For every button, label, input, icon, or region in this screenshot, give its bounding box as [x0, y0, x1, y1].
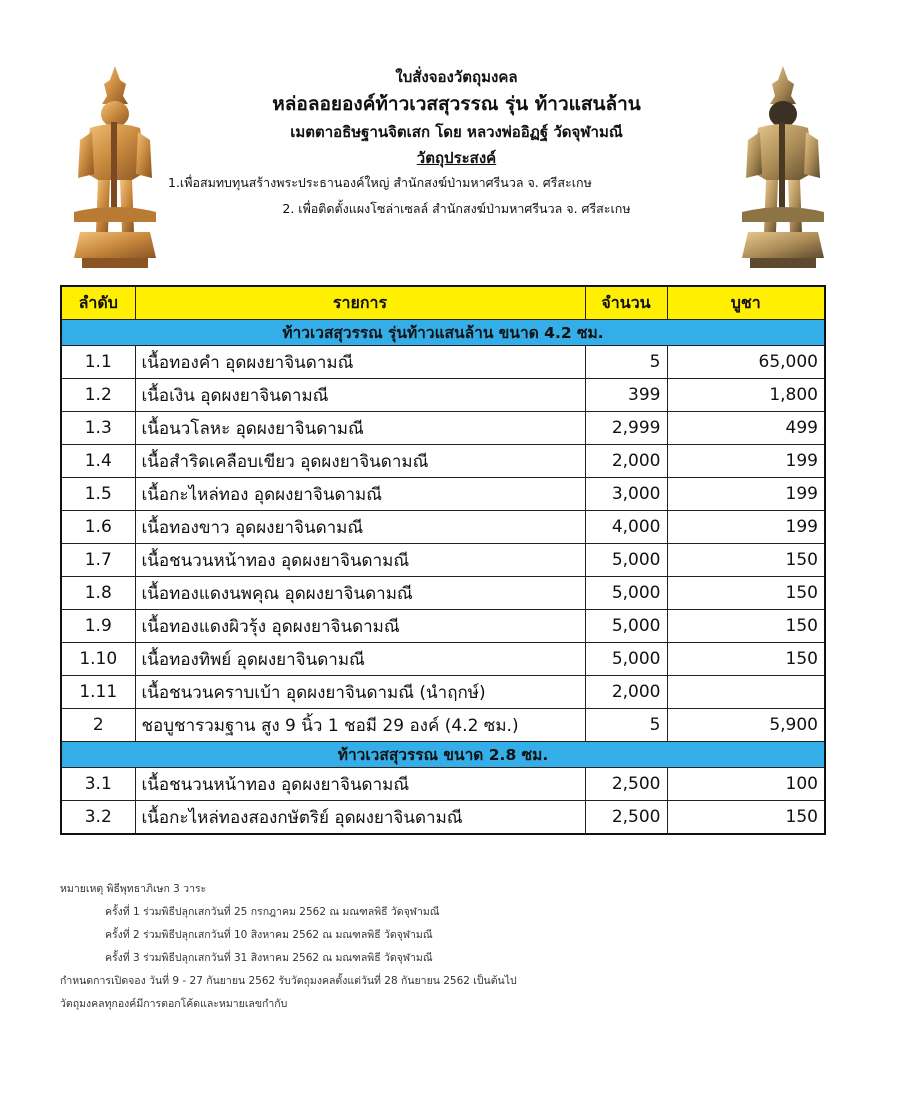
row-name: เนื้อนวโลหะ อุดผงยาจินดามณี — [135, 412, 585, 445]
table-row — [61, 643, 825, 676]
row-price: 150 — [667, 577, 825, 610]
form-title: ใบสั่งจองวัตถุมงคล — [395, 68, 518, 86]
notes-section — [60, 878, 860, 1016]
row-price: 499 — [667, 412, 825, 445]
row-qty: 2,500 — [585, 768, 667, 801]
row-no: 1.3 — [61, 412, 135, 445]
row-price: 150 — [667, 610, 825, 643]
row-no: 1.5 — [61, 478, 135, 511]
row-no: 3.1 — [61, 768, 135, 801]
row-price: 199 — [667, 445, 825, 478]
row-name: เนื้อทองขาว อุดผงยาจินดามณี — [135, 511, 585, 544]
row-no: 1.6 — [61, 511, 135, 544]
group-row — [61, 742, 825, 768]
row-qty: 2,500 — [585, 801, 667, 835]
note-code: วัตถุมงคลทุกองค์มีการตอกโค้ดและหมายเลขกำกับ — [60, 998, 288, 1010]
note-schedule: กำหนดการเปิดจอง วันที่ 9 - 27 กันยายน 2562 รับวัตถุมงคลตั้งแต่วันที่ 28 กันยายน 2562 เป็นต้นไป — [60, 975, 517, 987]
header-no: ลำดับ — [61, 286, 135, 320]
row-qty: 5,000 — [585, 544, 667, 577]
group-title: ท้าวเวสสุวรรณ ขนาด 2.8 ซม. — [61, 742, 825, 768]
row-no: 1.1 — [61, 346, 135, 379]
product-title: หล่อลอยองค์ท้าวเวสสุวรรณ รุ่น ท้าวแสนล้าน — [272, 93, 641, 115]
row-price: 150 — [667, 544, 825, 577]
purpose-heading: วัตถุประสงค์ — [416, 149, 497, 167]
row-price: 5,900 — [667, 709, 825, 742]
row-no: 1.4 — [61, 445, 135, 478]
row-price: 199 — [667, 478, 825, 511]
row-name: เนื้อกะไหล่ทอง อุดผงยาจินดามณี — [135, 478, 585, 511]
row-price — [667, 676, 825, 709]
row-qty: 3,000 — [585, 478, 667, 511]
row-price: 150 — [667, 801, 825, 835]
row-price: 65,000 — [667, 346, 825, 379]
table-row — [61, 768, 825, 801]
row-qty: 5,000 — [585, 577, 667, 610]
purpose-item-2: 2. เพื่อติดตั้งแผงโซล่าเซลล์ สำนักสงฆ์ป่ามหาศรีนวล จ. ศรีสะเกษ — [282, 201, 631, 216]
table-row — [61, 610, 825, 643]
row-name: เนื้อสำริดเคลือบเขียว อุดผงยาจินดามณี — [135, 445, 585, 478]
header-item: รายการ — [135, 286, 585, 320]
row-no: 3.2 — [61, 801, 135, 835]
row-no: 1.9 — [61, 610, 135, 643]
row-name: เนื้อทองทิพย์ อุดผงยาจินดามณี — [135, 643, 585, 676]
row-qty: 2,999 — [585, 412, 667, 445]
row-price: 199 — [667, 511, 825, 544]
note-heading: หมายเหตุ พิธีพุทธาภิเษก 3 วาระ — [60, 883, 207, 895]
row-no: 1.8 — [61, 577, 135, 610]
row-qty: 2,000 — [585, 445, 667, 478]
blessing-line: เมตตาอธิษฐานจิตเสก โดย หลวงพ่ออิฏฐ์ วัดจุฬามณี — [290, 123, 623, 141]
row-qty: 4,000 — [585, 511, 667, 544]
table-row — [61, 577, 825, 610]
purpose-item-1: 1.เพื่อสมทบทุนสร้างพระประธานองค์ใหญ่ สำนักสงฆ์ป่ามหาศรีนวล จ. ศรีสะเกษ — [168, 175, 592, 190]
table-row — [61, 478, 825, 511]
row-name: เนื้อเงิน อุดผงยาจินดามณี — [135, 379, 585, 412]
group-row — [61, 320, 825, 346]
table-row — [61, 544, 825, 577]
group-title: ท้าวเวสสุวรรณ รุ่นท้าวแสนล้าน ขนาด 4.2 ซม. — [61, 320, 825, 346]
statue-image-left — [60, 62, 170, 274]
row-name: เนื้อกะไหล่ทองสองกษัตริย์ อุดผงยาจินดามณี — [135, 801, 585, 835]
row-qty: 2,000 — [585, 676, 667, 709]
row-price: 150 — [667, 643, 825, 676]
note-round-2: ครั้งที่ 2 ร่วมพิธีปลุกเสกวันที่ 10 สิงหาคม 2562 ณ มณฑลพิธี วัดจุฬามณี — [105, 929, 433, 941]
row-qty: 5,000 — [585, 610, 667, 643]
order-table — [60, 285, 826, 835]
row-no: 2 — [61, 709, 135, 742]
header-price: บูชา — [667, 286, 825, 320]
row-name: เนื้อชนวนคราบเบ้า อุดผงยาจินดามณี (นำฤกษ์) — [135, 676, 585, 709]
table-row — [61, 346, 825, 379]
row-name: เนื้อทองแดงนพคุณ อุดผงยาจินดามณี — [135, 577, 585, 610]
row-name: ชอบูชารวมฐาน สูง 9 นิ้ว 1 ชอมี 29 องค์ (4.2 ซม.) — [135, 709, 585, 742]
table-row — [61, 445, 825, 478]
row-price: 100 — [667, 768, 825, 801]
row-name: เนื้อทองคำ อุดผงยาจินดามณี — [135, 346, 585, 379]
table-row — [61, 412, 825, 445]
table-row — [61, 379, 825, 412]
row-name: เนื้อชนวนหน้าทอง อุดผงยาจินดามณี — [135, 544, 585, 577]
note-round-1: ครั้งที่ 1 ร่วมพิธีปลุกเสกวันที่ 25 กรกฎาคม 2562 ณ มณฑลพิธี วัดจุฬามณี — [105, 906, 440, 918]
table-row — [61, 676, 825, 709]
row-name: เนื้อชนวนหน้าทอง อุดผงยาจินดามณี — [135, 768, 585, 801]
table-row — [61, 511, 825, 544]
table-row — [61, 801, 825, 835]
row-price: 1,800 — [667, 379, 825, 412]
table-row — [61, 709, 825, 742]
row-no: 1.7 — [61, 544, 135, 577]
row-qty: 5,000 — [585, 643, 667, 676]
row-no: 1.11 — [61, 676, 135, 709]
row-name: เนื้อทองแดงผิวรุ้ง อุดผงยาจินดามณี — [135, 610, 585, 643]
row-no: 1.10 — [61, 643, 135, 676]
row-qty: 399 — [585, 379, 667, 412]
row-no: 1.2 — [61, 379, 135, 412]
header-qty: จำนวน — [585, 286, 667, 320]
table-header-row — [61, 286, 825, 320]
note-round-3: ครั้งที่ 3 ร่วมพิธีปลุกเสกวันที่ 31 สิงหาคม 2562 ณ มณฑลพิธี วัดจุฬามณี — [105, 952, 433, 964]
row-qty: 5 — [585, 346, 667, 379]
document-header — [160, 66, 753, 222]
row-qty: 5 — [585, 709, 667, 742]
